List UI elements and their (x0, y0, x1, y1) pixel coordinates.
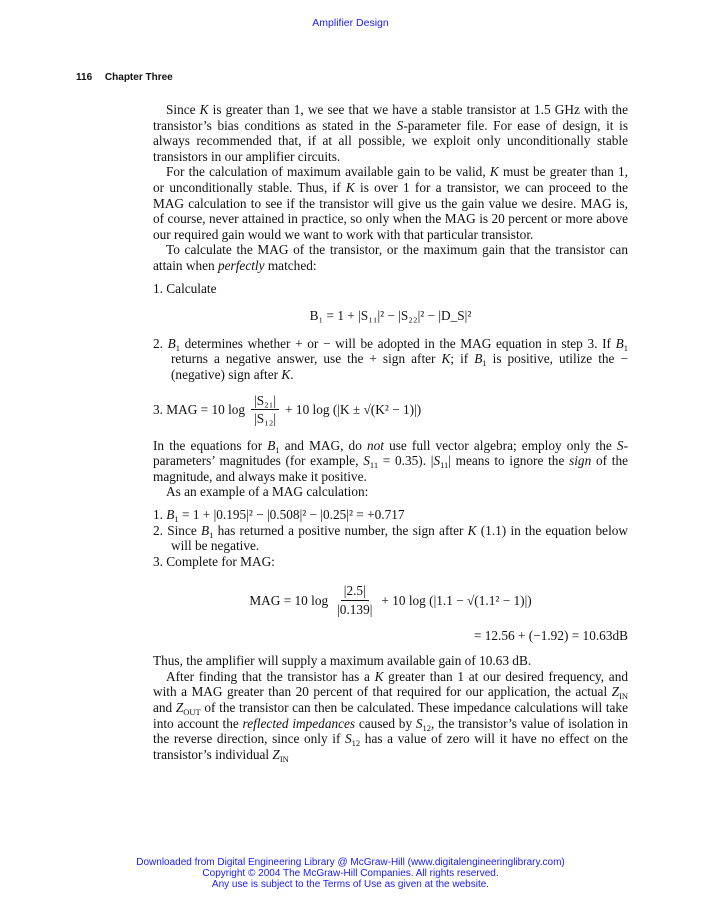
example-mag-tail: + 10 log (|1.1 − √(1.1² − 1)|) (381, 592, 532, 608)
page-header (76, 72, 173, 83)
mag-tail: + 10 log (|K ± √(K² − 1)|) (285, 401, 422, 417)
page-footer (0, 857, 701, 890)
paragraph-7: After finding that the transistor has a K greater than 1 at our desired frequency, and with a MAG greater than 20 percent of that required for our application, the actual $Z_{IN}$ and $Z_{OUT}$ of the transistor can then be calculated. These impedance calculations will take into account the reflected impedances caused by $S_{12}$, the transistor’s value of isolation in the reverse direction, since only if $S_{12}$ has a value of zero will it have no effect on the transistor’s individual $Z_{IN}$ (153, 668, 628, 764)
footer-download-link[interactable]: Downloaded from Digital Engineering Library @ McGraw-Hill (www.digitalengineeringlibrary.com) (136, 857, 565, 868)
step-1-calculate: 1. Calculate (153, 280, 217, 296)
step-2: 2. $B_1$ determines whether + or − will be adopted in the MAG equation in step 3. If $B_1$ returns a negative answer, use the + sign after K; if $B_1$ is positive, utilize the − (negative) sign after K. (153, 335, 628, 382)
example-step-2: 2. Since $B_1$ has returned a positive number, the sign after K (1.1) in the equation below will be negative. (153, 522, 629, 554)
example-step-1: 1. $B_1 = 1 + |0.195|^2 - |0.508|^2 - |0.25|^2 = +0.717$ (153, 507, 405, 525)
example-fraction-denominator: |0.139| (337, 602, 373, 618)
mag-lhs: 3. MAG = 10 log (153, 401, 246, 417)
example-fraction-numerator: |2.5| (341, 583, 369, 601)
fraction-denominator: |S₁₂| (254, 411, 277, 427)
fraction-numerator: |S₂₁| (251, 393, 279, 411)
paragraph-3: To calculate the MAG of the transistor, or the maximum gain that the transistor can attain when perfectly matched: (153, 242, 628, 273)
chapter-title: Chapter Three (104, 72, 173, 83)
paragraph-5: As an example of a MAG calculation: (166, 484, 369, 500)
paragraph-1: Since K is greater than 1, we see that we have a stable transistor at 1.5 GHz with the transistor’s bias conditions as stated in the S-parameter file. For ease of design, it is always recommended that, if at all possible, we exploit only unconditionally stable transistors in our amplifier circuits. (153, 102, 628, 164)
paragraph-4: In the equations for $B_1$ and MAG, do not use full vector algebra; employ only the S-parameters’ magnitudes (for example, $S_{11} = 0.35$). $|S_{11}|$ means to ignore the sign of the magnitude, and always make it positive. (153, 437, 628, 484)
paragraph-6: Thus, the amplifier will supply a maximum available gain of 10.63 dB. (153, 653, 532, 669)
equation-b1: B₁ = 1 + |S₁₁|² − |S₂₂|² − |D_S|² (309, 308, 472, 324)
mag-fraction (251, 393, 279, 427)
example-mag-result: = 12.56 + (−1.92) = 10.63dB (473, 627, 628, 643)
example-mag-fraction (334, 583, 375, 617)
body-text (153, 102, 628, 762)
footer-terms-link[interactable]: Any use is subject to the Terms of Use as given at the website. (211, 879, 490, 890)
footer-copyright: Copyright © 2004 The McGraw-Hill Companies. All rights reserved. (202, 868, 499, 879)
example-mag-lhs: MAG = 10 log (249, 592, 329, 608)
page-number: 116 (76, 72, 93, 83)
example-mag-equation (153, 583, 628, 617)
example-step-3: 3. Complete for MAG: (153, 553, 275, 569)
paragraph-2: For the calculation of maximum available gain to be valid, K must be greater than 1, or unconditionally stable. Thus, if K is over 1 for a transistor, we can proceed to the MAG calculation to see if the transistor will give us the gain value we desire. MAG is, of course, never attained in practice, so only when the MAG is 20 percent or more above our required gain would we want to work with that particular transistor. (153, 164, 628, 242)
running-head: Amplifier Design (312, 17, 389, 29)
step-3-mag-equation (153, 393, 628, 427)
